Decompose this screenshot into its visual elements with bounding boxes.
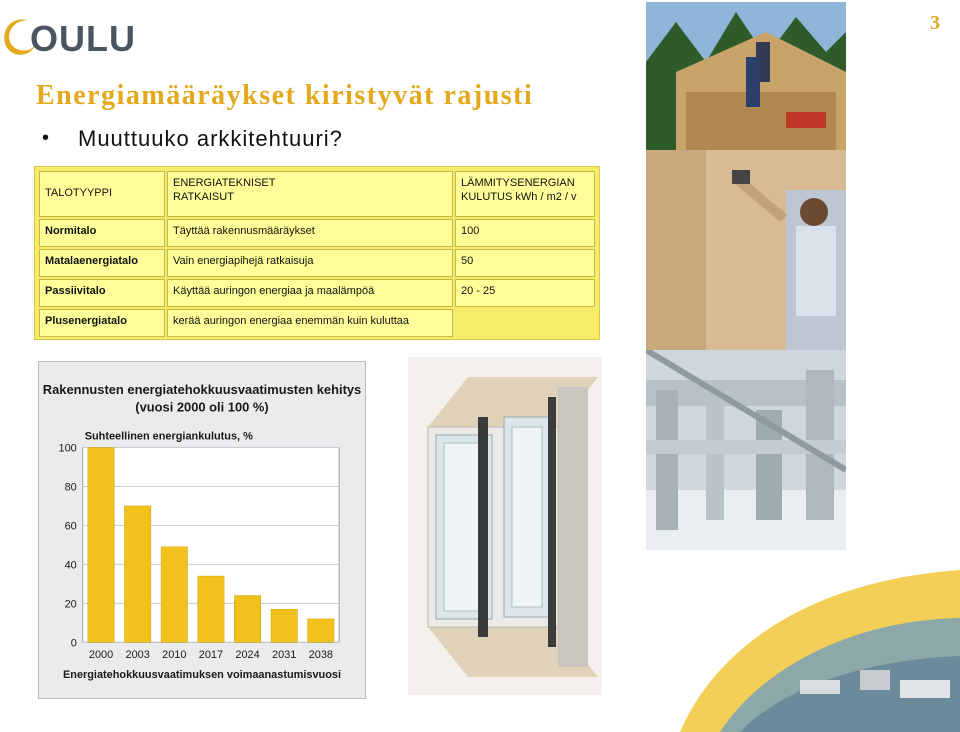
page-number: 3 [930, 12, 940, 34]
construction-photo [646, 2, 846, 150]
chart-title: Rakennusten energiatehokkuusvaatimusten kehitys [42, 381, 362, 397]
worker-photo [646, 150, 846, 350]
energy-chart [38, 361, 366, 699]
chart-bar [271, 609, 297, 642]
ventilation-ducts-photo [646, 350, 846, 550]
chart-x-tick-label: 2038 [308, 649, 333, 662]
table-cell: Täyttää rakennusmääräykset [167, 219, 453, 247]
logo-text: OULU [30, 18, 136, 59]
table-cell: 100 [455, 219, 595, 247]
chart-bar [88, 448, 114, 643]
bullet-text: Muuttuuko arkkitehtuuri? [78, 126, 343, 151]
decorative-swoosh [680, 560, 960, 732]
chart-x-tick-label: 2000 [88, 649, 114, 662]
table-cell: Normitalo [39, 219, 165, 247]
table-header-cell: ENERGIATEKNISET RATKAISUT [167, 171, 453, 217]
table-cell: Matalaenergiatalo [39, 249, 165, 277]
chart-x-tick-label: 2010 [162, 649, 187, 662]
table-cell: Plusenergiatalo [39, 309, 165, 337]
table-cell: 20 - 25 [455, 279, 595, 307]
table-cell: Vain energiapihejä ratkaisuja [167, 249, 453, 277]
chart-y-label: Suhteellinen energiankulutus, % [84, 430, 253, 443]
table-header-cell: LÄMMITYSENERGIAN KULUTUS kWh / m2 / v [455, 171, 595, 217]
chart-y-tick-label: 100 [58, 442, 77, 455]
chart-y-tick-label: 20 [64, 598, 77, 611]
energy-table [34, 166, 600, 340]
chart-bar [234, 596, 260, 643]
table-cell: Passiivitalo [39, 279, 165, 307]
chart-x-label: Energiatehokkuusvaatimuksen voimaanastumisvuosi [62, 669, 342, 682]
chart-x-tick-label: 2024 [235, 649, 260, 662]
chart-y-tick-label: 0 [70, 637, 77, 650]
chart-y-tick-label: 80 [64, 481, 77, 494]
chart-bar [198, 576, 224, 642]
table-cell: kerää auringon energiaa enemmän kuin kuluttaa [167, 309, 453, 337]
chart-x-tick-label: 2031 [272, 649, 297, 662]
bullet-marker: • [42, 127, 50, 149]
chart-x-tick-label: 2017 [198, 649, 224, 662]
chart-bar [308, 619, 334, 642]
table-cell: 50 [455, 249, 595, 277]
slide-title: Energiamääräykset kiristyvät rajusti [36, 80, 534, 111]
chart-bar [124, 506, 150, 642]
chart-y-tick-label: 40 [64, 559, 77, 572]
chart-subtitle: (vuosi 2000 oli 100 %) [135, 399, 269, 415]
chart-y-tick-label: 60 [64, 520, 77, 533]
chart-x-tick-label: 2003 [125, 649, 150, 662]
table-header-cell: TALOTYYPPI [39, 171, 165, 217]
chart-bar [161, 547, 187, 642]
table-cell: Käyttää auringon energiaa ja maalämpöä [167, 279, 453, 307]
window-frame-illustration [408, 357, 602, 695]
